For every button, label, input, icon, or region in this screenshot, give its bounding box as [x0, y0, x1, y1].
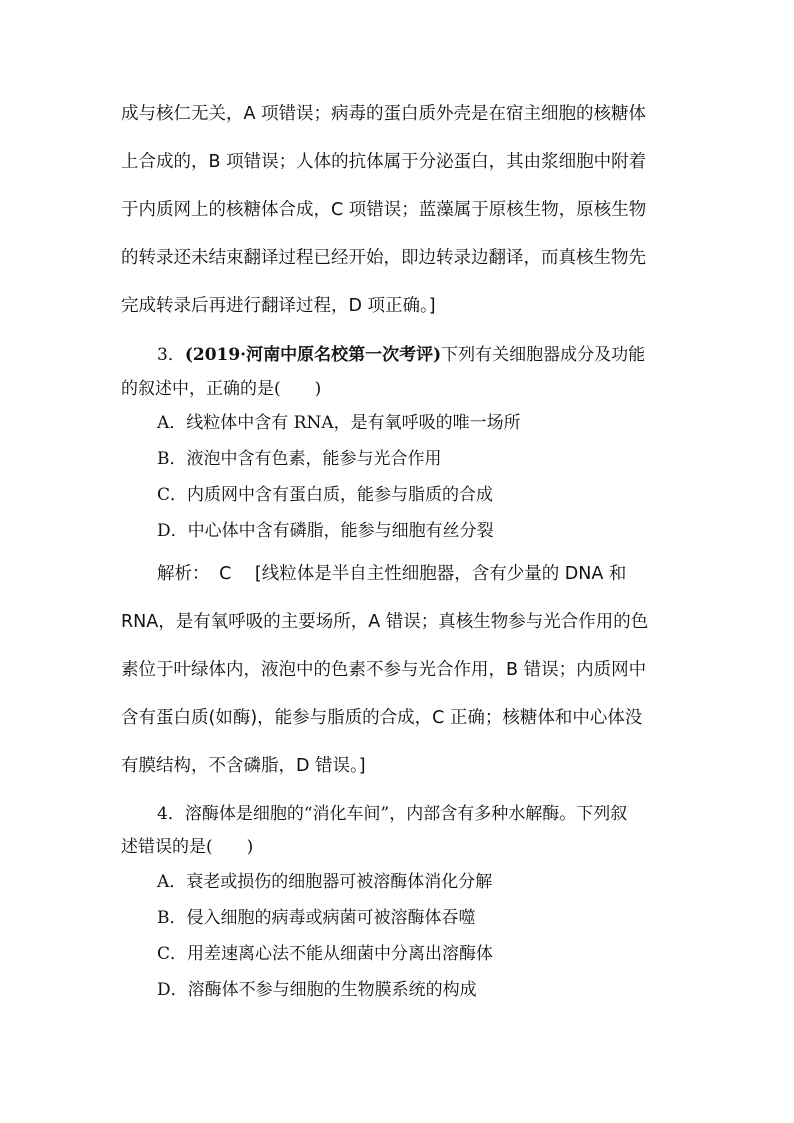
question-3-stem — [157, 344, 645, 366]
analysis-line: RNA，是有氧呼吸的主要场所，A 错误；真核生物参与光合作用的色 — [121, 612, 649, 632]
analysis-label: 解析： — [157, 564, 210, 584]
question-stem-text: 下列有关细胞器成分及功能 — [441, 345, 646, 365]
analysis-first-line — [157, 563, 626, 585]
option-c: C．用差速离心法不能从细菌中分离出溶酶体 — [157, 944, 494, 964]
analysis-line: 素位于叶绿体内，液泡中的色素不参与光合作用，B 错误；内质网中 — [121, 660, 647, 680]
option-a: A．线粒体中含有 RNA，是有氧呼吸的唯一场所 — [157, 413, 521, 433]
question-4-stem: 4．溶酶体是细胞的“消化车间”，内部含有多种水解酶。下列叙 — [157, 804, 628, 824]
question-stem-line: 述错误的是( ) — [121, 837, 254, 857]
analysis-line: 含有蛋白质(如酶)，能参与脂质的合成，C 正确；核糖体和中心体没 — [121, 708, 643, 728]
analysis-line: 有膜结构，不含磷脂，D 错误。] — [121, 756, 366, 776]
option-a: A．衰老或损伤的细胞器可被溶酶体消化分解 — [157, 872, 493, 892]
answer-line: 成与核仁无关，A 项错误；病毒的蛋白质外壳是在宿主细胞的核糖体 — [121, 104, 647, 124]
question-number: 3． — [157, 345, 185, 365]
answer-line: 完成转录后再进行翻译过程，D 项正确。] — [121, 296, 436, 316]
answer-line: 于内质网上的核糖体合成，C 项错误；蓝藻属于原核生物，原核生物 — [121, 200, 647, 220]
option-b: B．侵入细胞的病毒或病菌可被溶酶体吞噬 — [157, 908, 476, 928]
analysis-text: [线粒体是半自主性细胞器，含有少量的 DNA 和 — [254, 564, 627, 584]
option-b: B．液泡中含有色素，能参与光合作用 — [157, 449, 442, 469]
option-c: C．内质网中含有蛋白质，能参与脂质的合成 — [157, 485, 494, 505]
question-stem-line: 的叙述中，正确的是( ) — [121, 379, 322, 399]
answer-line: 上合成的，B 项错误；人体的抗体属于分泌蛋白，其由浆细胞中附着 — [121, 152, 647, 172]
answer-line: 的转录还未结束翻译过程已经开始，即边转录边翻译，而真核生物先 — [121, 248, 646, 268]
question-source: (2019·河南中原名校第一次考评) — [184, 345, 442, 365]
analysis-answer: C — [219, 564, 232, 584]
option-d: D．溶酶体不参与细胞的生物膜系统的构成 — [157, 980, 477, 1000]
option-d: D．中心体中含有磷脂，能参与细胞有丝分裂 — [157, 521, 494, 541]
